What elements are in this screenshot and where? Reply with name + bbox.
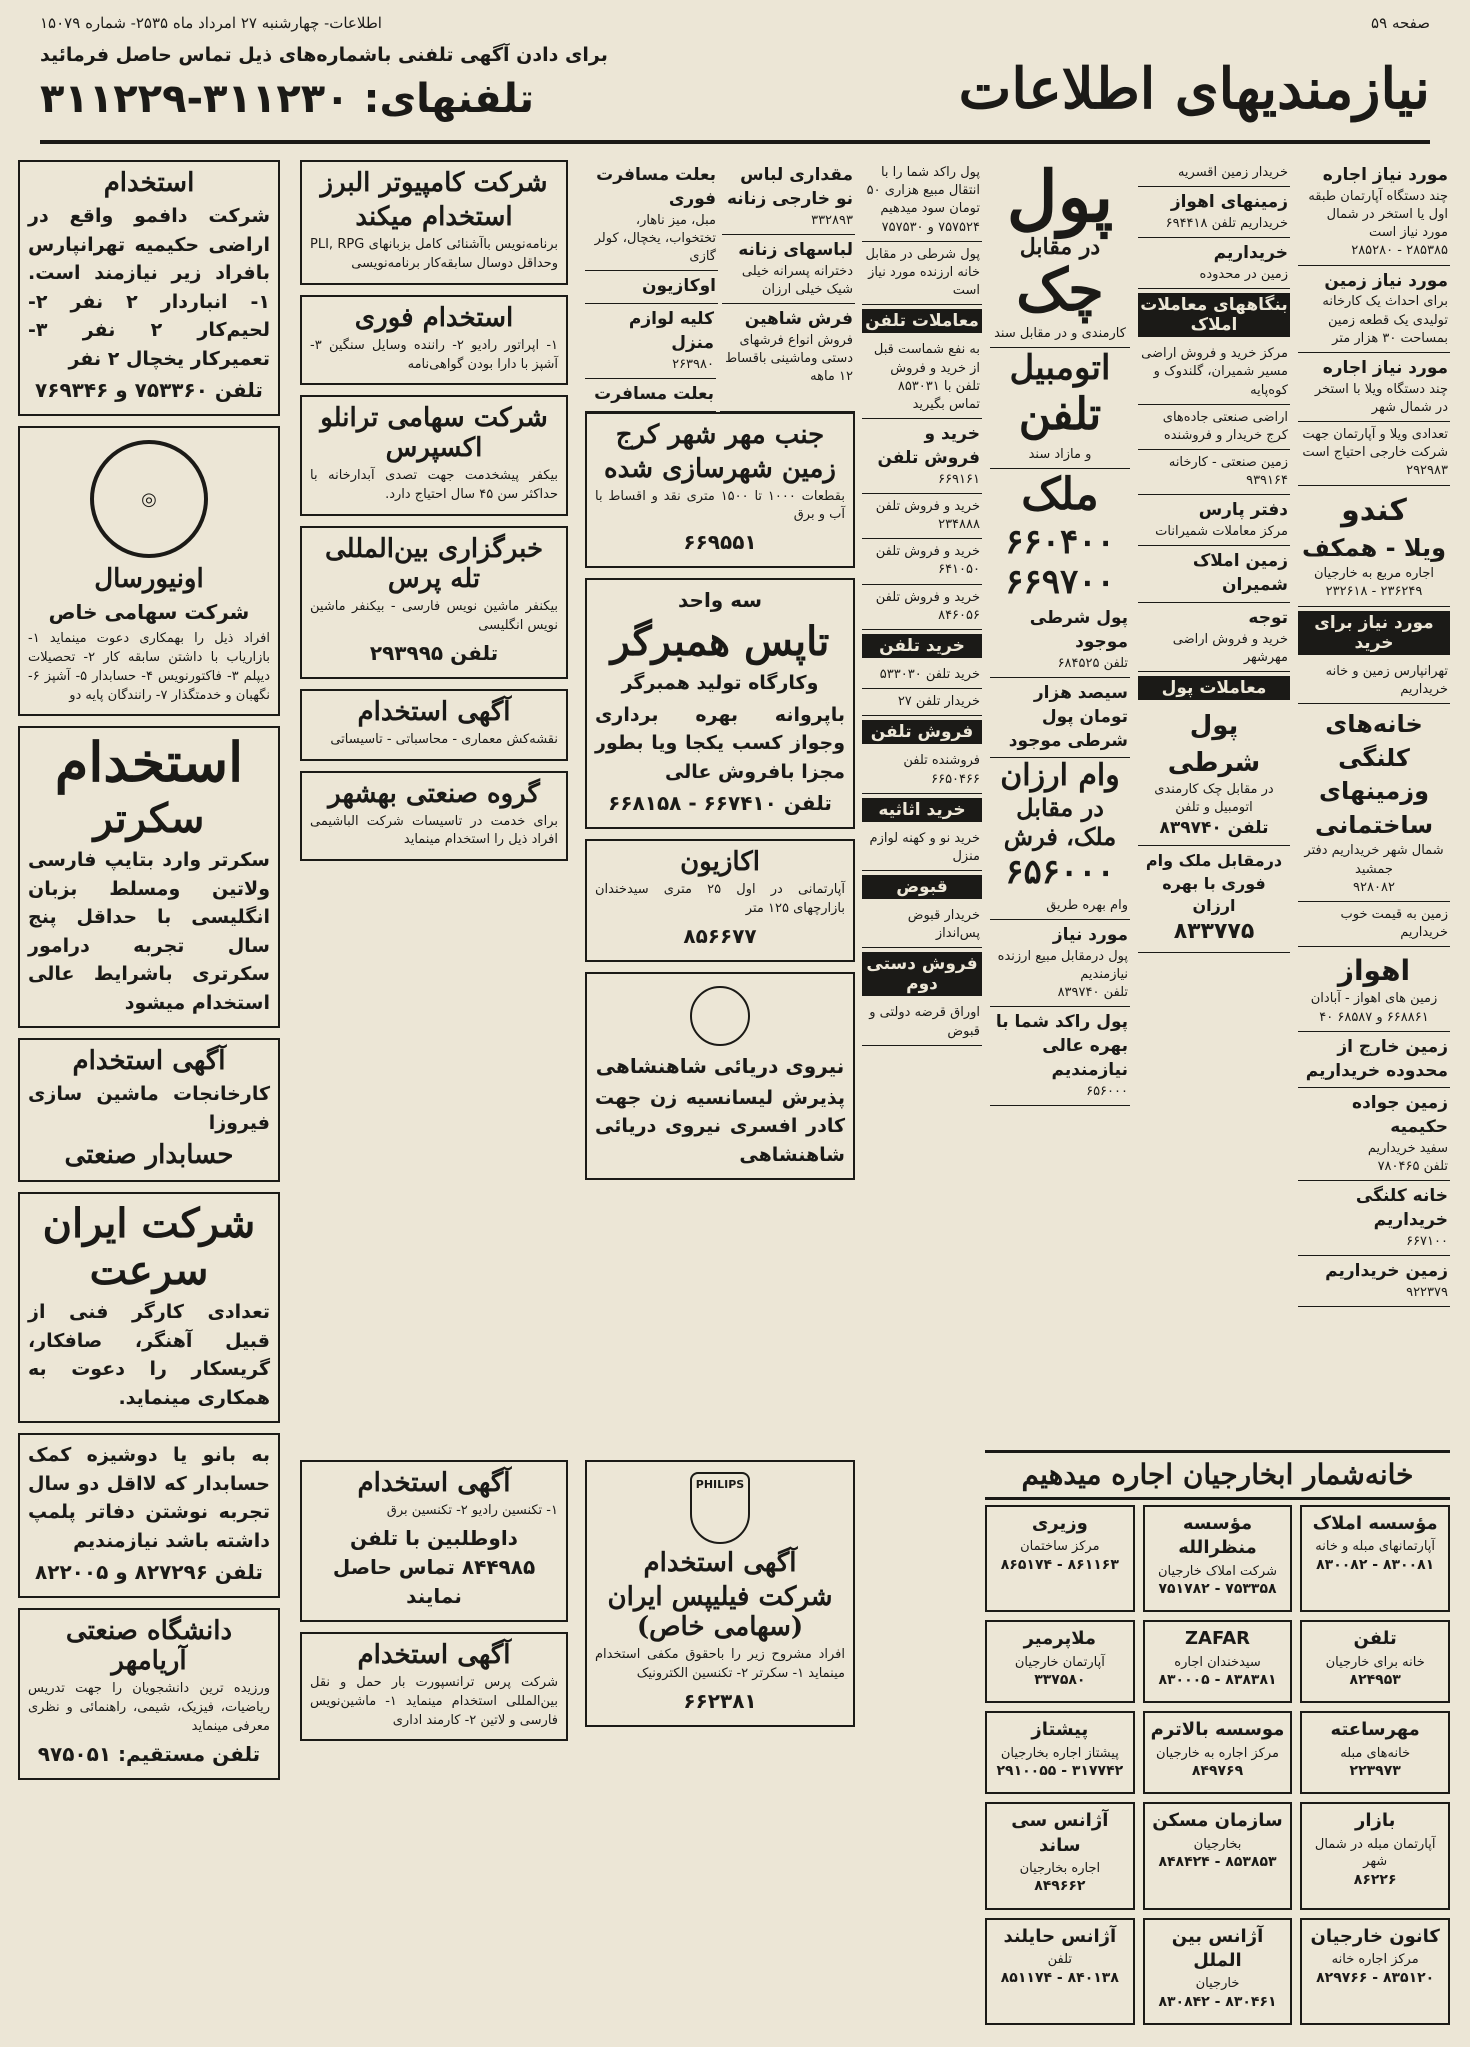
ad-subtitle: حسابدار صنعتی [64,1140,234,1171]
ad-body: برنامه‌نویس باآشنائی کامل بزبانهای PLI, RPG وحداقل دوسال سابقه‌کار برنامه‌نویسی [310,237,558,271]
ad-phone: تلفن ۸۲۷۲۹۶ و ۸۲۲۰۰۵ [35,1560,263,1585]
rental-ad-title: پیشتاز [1031,1719,1089,1741]
rental-ad-title: سازمان مسکن [1152,1810,1283,1832]
dateline: اطلاعات- چهارشنبه ۲۷ امرداد ماه ۲۵۳۵- شماره ۱۵۰۷۹ [40,14,382,32]
ad-dafmo [18,160,280,416]
ad-subtitle: تلفن [1018,388,1102,440]
ad-secretary [18,726,280,1028]
ad-phone: داوطلبین با تلفن ۸۴۴۹۸۵ تماس حاصل نمایند [332,1525,536,1608]
ad-body: باپروانه بهره برداری وجواز کسب یکجا ویا بطور مجزا بافروش عالی [595,703,845,783]
ad-title: استخدام [54,730,244,795]
ad-phone: تلفن ۷۵۳۳۶۰ و ۷۶۹۳۴۶ [35,378,263,402]
ad-phone: ۶۶۰۴۰۰ [1005,521,1115,562]
masthead [40,40,1430,144]
rental-ad-text: خارجیان [1195,1976,1240,1992]
column-2 [300,160,568,1450]
ad-iran-sorat [18,1192,280,1423]
rental-ad-phone: ۷۵۳۳۵۸ - ۷۵۱۷۸۲ [1158,1581,1277,1598]
rental-ad-text: اجاره بخارجیان [1019,1860,1101,1876]
column-4 [862,160,982,1450]
section-header: خرید اثاثیه [862,798,982,822]
ad-kando: کندو ویلا - همکف اجاره مربع به خارجیان ۲۳۶۲۴۹ - ۲۳۲۶۱۸ [1298,486,1450,607]
rental-ad [1300,1918,1450,2025]
ad-subtitle: شرکت فیلیپس ایران (سهامی خاص) [607,1582,833,1642]
column-3-lower [585,1460,855,2020]
rental-ad-text: بخارجیان [1193,1836,1242,1852]
ad-subtitle: استخدام میکند [355,202,513,232]
ad-body: بیکنفر ماشین نویس فارسی - بیکنفر ماشین نویس انگلیسی [310,599,558,633]
rental-ad [1143,1918,1293,2025]
rental-ad [985,1711,1135,1794]
ad-body: بقطعات ۱۰۰۰ تا ۱۵۰۰ متری نقد و اقساط با آب و برق [595,488,845,523]
ad-land-1: خریدار زمین اقسریه [1138,160,1290,187]
rental-ad-title: موسسه بالاترم [1150,1719,1285,1741]
ad-title: آگهی استخدام [72,1046,226,1077]
rental-grid [985,1505,1450,2025]
ad-body: نقشه‌کش معماری - محاسباتی - تاسیساتی [330,731,558,747]
ad-phone: تلفن ۲۹۳۹۹۵ [369,640,499,665]
rental-ad [985,1505,1135,1612]
ad-title: اکازیون [680,847,760,878]
rental-ad-text: آپارتمان خارجیان [1014,1654,1105,1670]
ad-title: آگهی استخدام [357,1468,511,1498]
ad-title: آگهی استخدام [643,1548,797,1578]
rental-ad-phone: ۸۴۰۱۳۸ - ۸۵۱۱۷۴ [1000,1969,1119,1986]
rental-ad-title: کانون خارجیان [1310,1925,1440,1947]
ad-title: آگهی استخدام [357,1639,511,1670]
rental-ad-title: ملاپرمیر [1023,1628,1097,1650]
rental-ad-title: تلفن [1353,1628,1397,1650]
navy-emblem-icon [690,986,750,1046]
ad-phone: ۶۶۹۷۰۰ [1005,562,1115,603]
ad-aryamehr [18,1608,280,1780]
section-header: خرید تلفن [862,634,982,658]
ad-loan-2: وام بهره طریق [990,893,1130,920]
rental-ad-phone: ۸۳۵۱۲۰ - ۸۲۹۷۶۶ [1316,1969,1435,1986]
ad-land-3: مرکز خرید و فروش اراضی مسیر شمیران، گلندوک و کوه‌پایه [1138,341,1290,405]
ad-body: سکرتر وارد بتایپ فارسی ولاتین ومسلط بزبان انگلیسی با حداقل پنج سال تجربه درامور سکرتری باشرایط عالی استخدام میشود [28,849,270,1014]
rental-band-title: خانه‌شمار ابخارجیان اجاره میدهیم [985,1450,1450,1500]
ad-phone: ۶۶۹۵۵۱ [683,530,757,555]
ad-occasion-apartment [585,839,855,962]
rental-ad-text: مرکز اجاره خانه [1331,1951,1419,1967]
rental-ad [1300,1802,1450,1909]
ad-tranlo [300,395,568,516]
ad-travel: بعلت مسافرت فوری مبل، میز ناهار، تختخواب، یخچال، کولر گازی [585,160,718,271]
rental-ad [1300,1620,1450,1703]
rental-ad-title: آژانس حایلند [1003,1925,1117,1947]
ad-draftsman [300,689,568,761]
ad-land-needed: مورد نیاز زمین برای احداث یک کارخانه تولیدی یک قطعه زمین بمساحت ۳۰ هزار متر [1298,266,1450,353]
ad-receipts: خریدار قبوض پس‌انداز [862,903,982,948]
section-header: معاملات پول [1138,676,1290,700]
column-3 [585,160,855,1450]
ad-villa: تعدادی ویلا و آپارتمان جهت شرکت خارجی احتیاج است ۲۹۲۹۸۳ [1298,422,1450,486]
section-header: قبوض [862,875,982,899]
column-2-lower [300,1460,568,2020]
ad-body: افراد مشروح زیر را باحقوق مکفی استخدام مینماید ۱- سکرتر ۲- تکنسین الکترونیک [595,1647,845,1681]
ad-furniture: خرید نو و کهنه لوازم منزل [862,826,982,871]
rental-ad-phone: ۸۳۰۴۶۱ - ۸۳۰۸۴۲ [1158,1993,1277,2010]
ad-pars-office: دفتر پارس مرکز معاملات شمیرانات [1138,495,1290,546]
rental-ad [1143,1802,1293,1909]
ad-rent-1: مورد نیاز اجاره چند دستگاه آپارتمان طبقه اول یا استخر در شمال مورد نیاز است ۲۸۵۳۸۵ - ۲۸۵۲۸۰ [1298,160,1450,266]
ad-behshahr [300,771,568,862]
ad-subtitle: چک [1016,255,1104,324]
ad-shemiran: زمین املاک شمیران [1138,546,1290,603]
ad-tehranpars: تهرانپارس زمین و خانه خریداریم [1298,659,1450,704]
ad-subtitle: در مقابل [1019,233,1101,260]
ad-pers-transport [300,1632,568,1742]
ad-title: گروه صنعتی بهشهر [328,778,540,809]
ad-rent-2: مورد نیاز اجاره چند دستگاه ویلا با استخر در شمال شهر [1298,353,1450,422]
ad-old-houses: خانه‌های کلنگی وزمینهای ساختمانی شمال شهر خریداریم دفتر جمشید ۹۲۸۰۸۲ [1298,704,1450,902]
rental-ad-text: شرکت املاک خارجیان [1158,1563,1277,1579]
ad-universal [18,426,280,716]
ad-land-4: اراضی صنعتی جاده‌های کرج خریدار و فروشنده [1138,405,1290,450]
masthead-note: برای دادن آگهی تلفنی باشماره‌های ذیل تماس حاصل فرمائید [40,44,608,66]
ad-body: شرکت دافمو واقع در اراضی حکیمیه تهرانپارس بافراد زیر نیازمند است. ۱- انباردار ۲ نفر ۲- لحیم‌کار ۲ نفر ۳- تعمیرکار یخچال ۲ نفر [28,205,270,370]
ad-phone: تلفن مستقیم: ۹۷۵۰۵۱ [37,1741,261,1766]
ad-body: شرکت پرس ترانسپورت بار حمل و نقل بین‌المللی استخدام مینماید ۱- ماشین‌نویس فارسی و لاتین ۲- کارمند اداری [310,1674,558,1728]
ad-phone-6: خرید تلفن ۵۳۳۰۳۰ [862,662,982,689]
ad-body: و مازاد سند [990,442,1130,469]
ad-phone-5: خرید و فروش تلفن ۸۴۶۰۵۶ [862,585,982,630]
ad-subtitle: ملک [1021,468,1099,520]
ad-phone: تلفن ۶۶۷۴۱۰ - ۶۶۸۱۵۸ [608,791,832,816]
ad-body: کارمندی و در مقابل سند [990,321,1130,348]
ad-subtitle: کارخانجات ماشین سازی فیروزا [28,1083,270,1134]
rental-ad [1300,1711,1450,1794]
rental-ad [985,1620,1135,1703]
ad-title: شرکت سهامی ترانلو اکسپرس [320,403,548,464]
rental-ad-title: مؤسسه املاک [1312,1513,1438,1534]
ad-title: نیروی دریائی شاهنشاهی [595,1053,845,1078]
running-header [40,14,1430,40]
rental-ad-phone: ۸۶۲۲۶ [1353,1871,1397,1888]
ad-accountant [18,1433,280,1598]
ad-bonds: اوراق قرضه دولتی و قبوض [862,1000,982,1045]
ad-body: تعدادی کارگر فنی از قبیل آهنگر، صافکار، گریسکار را دعوت به همکاری مینماید. [28,1301,270,1409]
page-number: صفحه ۵۹ [1371,14,1430,32]
rental-ad [985,1918,1135,2025]
ad-occasion: اوکازیون [585,271,718,304]
rental-ad-title: بازار [1354,1810,1396,1832]
ad-title: سه واحد [677,588,762,613]
ad-land-outside: زمین خارج از محدوده خریداریم [1298,1032,1450,1089]
rental-ad [1143,1505,1293,1612]
ad-body: به بانو یا دوشیزه کمک حسابدار که لااقل دو سال تجربه نوشتن دفاتر پلمپ داشته باشد نیازمندیم [28,1444,270,1552]
column-5 [990,160,1130,1450]
ad-phone-4: خرید و فروش تلفن ۶۴۱۰۵۰ [862,539,982,584]
ad-phone: ۶۶۲۳۸۱ [683,1688,757,1713]
ad-phone: ۸۵۶۶۷۷ [683,923,757,948]
section-header: فروش تلفن [862,720,982,744]
ad-body: بیکفر پیشخدمت جهت تصدی آبدارخانه با حداکثر سن ۴۵ سال احتیاج دارد. [310,468,558,503]
ad-old-house: خانه کلنگی خریداریم ۶۶۷۱۰۰ [1298,1181,1450,1256]
rental-ad-title: مؤسسه منظرالله [1178,1513,1257,1559]
rental-ad-text: آپارتمان مبله در شمال شهر [1314,1836,1436,1870]
philips-logo-icon: PHILIPS [690,1472,750,1544]
rental-ad-text: مرکز ساختمان [1020,1539,1100,1555]
ad-clothes: مقداری لباس نو خارجی زنانه ۳۳۲۸۹۳ [722,160,855,235]
ad-subtitle: اتومبیل [1009,347,1111,388]
ad-money-5: پول راکد شما با بهره عالی نیازمندیم ۶۵۶۰۰۰ [990,1007,1130,1106]
ad-phone-7: خریدار تلفن ۲۷ [862,689,982,716]
ad-money-title: پول [1006,160,1114,238]
rental-ad-text: پیشتاز اجاره بخارجیان [1000,1745,1119,1761]
rental-ad-phone: ۸۲۴۹۵۳ [1349,1672,1401,1689]
ad-subtitle: سکرتر [93,795,205,843]
rental-ad-phone: ۸۳۸۳۸۱ - ۸۳۰۰۰۵ [1158,1672,1277,1689]
rental-ad-title: مهرساعته [1330,1719,1420,1741]
ad-firooza [18,1038,280,1182]
ad-women-clothes: لباسهای زنانه دخترانه پسرانه خیلی شیک خیلی ارزان [722,235,855,304]
ad-loan-body: در مقابل ملک، فرش [1003,793,1117,852]
ad-title: شرکت کامپیوتر البرز [320,168,548,198]
ad-phone-3: خرید و فروش تلفن ۲۳۴۸۸۸ [862,494,982,539]
ad-subtitle: زمین شهرسازی شده [603,453,836,484]
ad-title: دانشگاه صنعتی آریامهر [65,1616,233,1677]
ad-shahin-carpet: فرش شاهین فروش انواع فرشهای دستی وماشینی باقساط ۱۲ ماهه [720,304,855,412]
ad-phone-1: به نفع شماست قبل از خرید و فروش تلفن با ۸۵۳۰۳۱ تماس بگیرید [862,337,982,419]
ad-land-buy: زمین خریداریم ۹۲۲۳۷۹ [1298,1256,1450,1307]
rental-ad [1300,1505,1450,1612]
column-6 [1138,160,1290,1450]
ad-phone-8: فروشنده تلفن ۶۶۵۰۴۶۶ [862,748,982,793]
rental-ad-phone: ۸۵۳۸۵۳ - ۸۴۸۴۲۴ [1158,1854,1277,1871]
rental-ad-phone: ۳۱۷۷۴۲ - ۲۹۱۰۰۵۵ [996,1763,1124,1780]
ad-tops-hamburger [585,578,855,829]
rental-ad-text: خانه‌های مبله [1340,1745,1411,1761]
ad-body: ورزیده ترین دانشجویان را جهت تدریس ریاضیات، فیزیک، شیمی، راهنمائی و نظری معرفی مینماید [28,1681,270,1734]
rental-ad-phone: ۸۴۹۶۶۲ [1034,1878,1086,1895]
ad-telepress [300,526,568,679]
rental-ad-phone: ۸۴۹۷۶۹ [1191,1763,1244,1780]
ad-title: جنب مهر شهر کرج [615,419,825,450]
ad-technician [300,1460,568,1622]
ad-loan-phone: ۶۵۶۰۰۰ [1005,851,1115,892]
ad-title: شرکت ایران سرعت [42,1200,256,1295]
rental-ad-text: تلفن [1047,1951,1073,1967]
ad-ahvaz: اهواز زمین های اهواز - آبادان ۶۶۸۸۶۱ و ۶۸۵۸۷ ۴۰ [1298,947,1450,1032]
ad-body: پذیرش لیسانسیه زن جهت کادر افسری نیروی دریائی شاهنشاهی [595,1086,845,1166]
section-header: مورد نیاز برای خرید [1298,611,1450,655]
ad-body: ۱- اپراتور رادیو ۲- راننده وسایل سنگین ۳- آشپز با دارا بودن گواهی‌نامه [310,337,558,372]
ad-urgent [300,295,568,386]
rental-ad [985,1802,1135,1909]
section-header: معاملات تلفن [862,309,982,333]
ad-good-price: زمین به قیمت خوب خریداریم [1298,902,1450,947]
ad-title: اونیورسال [94,564,204,594]
ad-money-1: پول راکد شما را با انتقال مبیع هزاری ۵۰ تومان سود میدهیم ۷۵۷۵۲۴ و ۷۵۷۵۳۰ [862,160,982,242]
ad-title: استخدام فوری [354,302,514,333]
ad-needed: مورد نیاز پول درمقابل مبیع ارزنده نیازمندیم تلفن ۸۳۹۷۴۰ [990,920,1130,1007]
ad-travel-2: بعلت مسافرت [585,379,716,412]
ad-subtitle: تاپس همبرگر [610,618,830,666]
masthead-phones: تلفنهای: ۳۱۱۲۳۰-۳۱۱۲۲۹ [40,76,535,122]
ad-title: استخدام [103,168,195,198]
section-header: بنگاههای معاملات املاک [1138,293,1290,337]
ad-loan-title: وام ارزان [1000,758,1120,794]
ad-money-4: سیصد هزار تومان پول شرطی موجود [990,678,1130,758]
rental-ad-text: سیدخندان اجاره [1174,1654,1261,1670]
ad-loan-property: درمقابل ملک وام فوری با بهره ارزان ۸۳۳۷۷۵ [1138,846,1290,953]
ad-alborz [300,160,568,285]
ad-land-ahvaz: زمینهای اهواز خریداریم تلفن ۶۹۴۴۱۸ [1138,187,1290,238]
rental-ad-title: ZAFAR [1185,1628,1251,1650]
rental-ad-phone: ۸۶۱۱۶۳ - ۸۶۵۱۷۴ [1000,1556,1119,1573]
ad-body: آپارتمانی در اول ۲۵ متری سیدخندان بازارچهای ۱۲۵ متر [595,882,845,917]
rental-ad-text: خانه برای خارجیان [1325,1654,1425,1670]
ad-mehrshahr [585,412,855,569]
ad-navy [585,972,855,1181]
ad-land-5: زمین صنعتی - کارخانه ۹۳۹۱۶۴ [1138,450,1290,495]
ad-conditional-money: پول شرطی در مقابل چک کارمندی اتومبیل و تلفن تلفن ۸۳۹۷۴۰ [1138,704,1290,846]
rental-ad-phone: ۸۳۰۰۸۱ - ۸۳۰۰۸۲ [1316,1556,1435,1573]
ad-money-2: پول شرطی در مقابل خانه ارزنده مورد نیاز است [862,242,982,306]
rental-ad [1143,1711,1293,1794]
ad-phone-2: خرید و فروش تلفن ۶۶۹۱۶۱ [862,419,982,494]
rental-ad-text: مرکز اجاره به خارجیان [1156,1745,1279,1761]
ad-title: آگهی استخدام [357,696,511,727]
ad-hakimieh: زمین جواده حکیمیه سفید خریداریم تلفن ۷۸۰۴۶۵ [1298,1088,1450,1181]
ad-philips [585,1460,855,1727]
ad-body: برای خدمت در تاسیسات شرکت الباشیمی افراد ذیل را استخدام مینماید [310,813,558,848]
section-header: فروش دستی دوم [862,952,982,996]
ad-household: کلیه لوازم منزل ۲۶۳۹۸۰ [585,304,716,379]
rental-ad-title: آژانس بین الملل [1171,1925,1264,1971]
universal-logo-icon: ◎ [90,440,208,558]
ad-money-3: پول شرطی موجود تلفن ۶۸۴۵۲۵ [990,603,1130,678]
rental-ad-phone: ۲۲۳۹۷۳ [1349,1763,1401,1780]
ad-subtitle: وکارگاه تولید همبرگر [621,672,819,695]
ad-land-2: خریداریم زمین در محدوده [1138,238,1290,289]
column-1 [18,160,280,2030]
rental-ad-phone: ۳۳۷۵۸۰ [1034,1672,1086,1689]
rental-ad-title: وزیری [1031,1513,1088,1534]
rental-ad [1143,1620,1293,1703]
ad-title: خبرگزاری بین‌المللی تله پرس [324,534,544,595]
ad-body: ۱- تکنسین رادیو ۲- تکنسین برق [386,1503,558,1518]
masthead-title: نیازمندیهای اطلاعات [958,56,1430,122]
ad-body: افراد ذیل را بهمکاری دعوت مینماید ۱- بازاریاب با داشتن سابقه کار ۲- تحصیلات دیپلم ۳- فاکتورنویس ۴- حسابدار ۵- آشپز ۶- نگهبان و خدمتگذار ۷- رانندگان پایه دو [28,631,271,703]
ad-subtitle: شرکت سهامی خاص [48,600,250,624]
rental-ad-text: آپارتمانهای مبله و خانه [1315,1539,1436,1555]
ad-attention: توجه خرید و فروش اراضی مهرشهر [1138,603,1290,672]
rental-ad-title: آژانس سی ساند [1011,1810,1109,1856]
